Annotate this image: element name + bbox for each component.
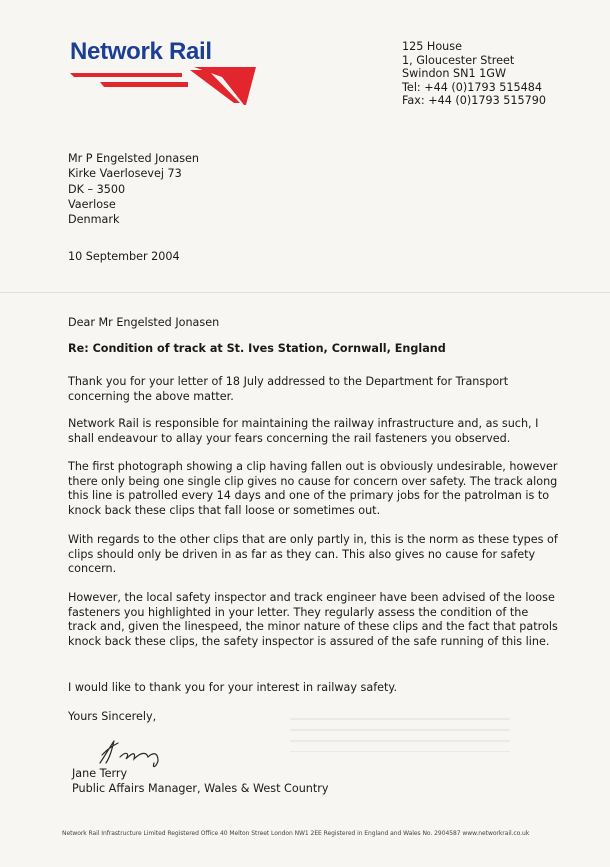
recipient-line: DK – 3500 (68, 182, 126, 196)
body-paragraph: However, the local safety inspector and track engineer have been advised of the loose fasteners you highlighted in your letter. They regularly assess the condition of the track and, given the linespeed, the minor nature of these clips and the fact that patrols knock back these clips, the safety inspector is assured of the safe running of this line. (68, 591, 558, 648)
sender-address (402, 40, 546, 108)
recipient-line: Mr P Engelsted Jonasen (68, 152, 200, 165)
recipient-line: Kirke Vaerlosevej 73 (68, 167, 182, 181)
double-arrow-logo-icon (70, 67, 260, 107)
salutation: Dear Mr Engelsted Jonasen (68, 316, 220, 329)
address-line: Swindon SN1 1GW (402, 67, 507, 81)
show-through-text (290, 718, 510, 752)
body-paragraph: Network Rail is responsible for maintaining the railway infrastructure and, as such, I shall endeavour to allay your fears concerning the rail fasteners you observed. (68, 417, 539, 445)
body-paragraph: The first photograph showing a clip having fallen out is obviously undesirable, however there only being one single clip gives no cause for concern over safety. The track along this line is patrolled every 14 days and one of the primary jobs for the patrolman is to knock back these clips that fall loose or sometimes out. (68, 460, 558, 517)
registered-office-footer: Network Rail Infrastructure Limited Registered Office 40 Melton Street London NW1 2EE Registered in England and Wales No. 2904587 www.networkrail.co.uk (62, 830, 530, 837)
signer-block (72, 767, 329, 796)
body-paragraph: Thank you for your letter of 18 July addressed to the Department for Transport concerning the above matter. (68, 375, 509, 403)
recipient-line: Vaerlose (68, 197, 116, 211)
address-line: 125 House (402, 40, 462, 53)
fax: Fax: +44 (0)1793 515790 (402, 94, 546, 108)
body-paragraph: I would like to thank you for your interest in railway safety. (68, 681, 398, 694)
signer-name: Jane Terry (72, 767, 128, 780)
signer-title: Public Affairs Manager, Wales & West Country (72, 781, 329, 795)
telephone: Tel: +44 (0)1793 515484 (402, 80, 542, 94)
recipient-line: Denmark (68, 213, 120, 227)
closing: Yours Sincerely, (68, 710, 157, 723)
letter-date: 10 September 2004 (68, 250, 180, 263)
subject-line: Re: Condition of track at St. Ives Station, Cornwall, England (68, 342, 446, 355)
address-line: 1, Gloucester Street (402, 53, 515, 67)
body-paragraph: With regards to the other clips that are only partly in, this is the norm as these types of clips should only be driven in as far as they can. This also gives no cause for safety concern. (68, 533, 558, 575)
network-rail-logo (70, 38, 260, 107)
paper-fold-line (0, 292, 610, 293)
logo-wordmark: Network Rail (70, 38, 212, 65)
recipient-address (68, 151, 199, 227)
